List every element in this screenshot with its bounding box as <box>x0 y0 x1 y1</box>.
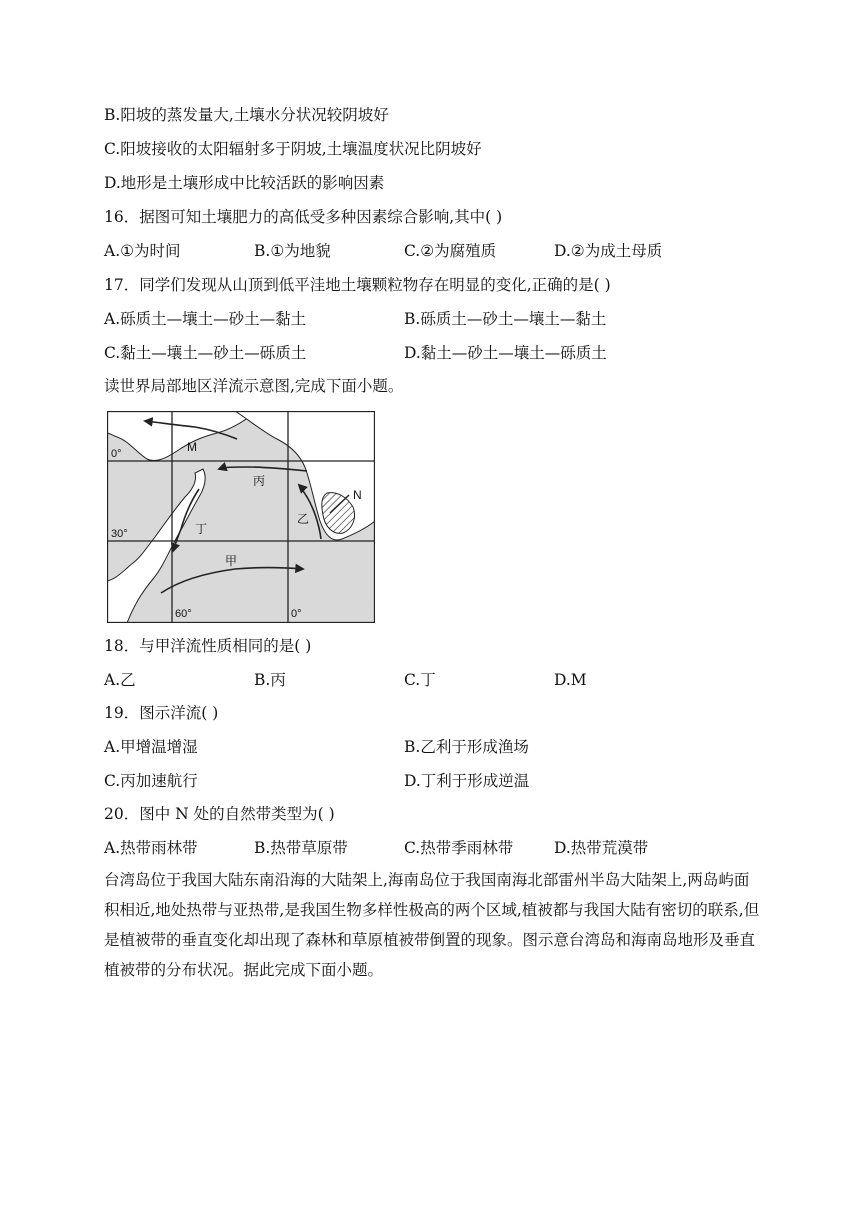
q17-option-b: B.砾质土—砂土—壤土—黏土 <box>404 310 607 328</box>
q20-option-b: B.热带草原带 <box>254 839 348 857</box>
q17-stem: 17．同学们发现从山顶到低平洼地土壤颗粒物存在明显的变化,正确的是( ) <box>104 276 611 294</box>
q18-option-d: D.M <box>554 671 587 689</box>
q19-option-c: C.丙加速航行 <box>104 772 198 790</box>
q16-option-b: B.①为地貌 <box>254 242 331 260</box>
label-m: M <box>187 440 197 454</box>
taiwan-hainan-intro <box>104 865 764 985</box>
map-intro: 读世界局部地区洋流示意图,完成下面小题。 <box>104 377 404 395</box>
q15-option-b: B.阳坡的蒸发量大,土壤水分状况较阴坡好 <box>104 106 389 124</box>
q16-option-d: D.②为成土母质 <box>554 242 663 260</box>
q18-option-a: A.乙 <box>104 671 136 689</box>
q16-stem: 16．据图可知土壤肥力的高低受多种因素综合影响,其中( ) <box>104 208 503 226</box>
q19-option-d: D.丁利于形成逆温 <box>404 772 530 790</box>
label-n: N <box>353 488 362 502</box>
q19-stem: 19．图示洋流( ) <box>104 704 219 722</box>
label-lon-0: 0° <box>291 608 302 620</box>
label-jia: 甲 <box>225 554 238 568</box>
label-ding: 丁 <box>195 522 208 536</box>
q15-option-c: C.阳坡接收的太阳辐射多于阴坡,土壤温度状况比阴坡好 <box>104 140 482 158</box>
q18-option-c: C.丁 <box>404 671 436 689</box>
q20-option-a: A.热带雨林带 <box>104 839 198 857</box>
q18-option-b: B.丙 <box>254 671 286 689</box>
q15-option-d: D.地形是土壤形成中比较活跃的影响因素 <box>104 174 385 192</box>
q17-option-c: C.黏土—壤土—砂土—砾质土 <box>104 344 307 362</box>
label-yi: 乙 <box>297 512 310 526</box>
label-lon-60: 60° <box>175 608 192 620</box>
q17-option-a: A.砾质土—壤土—砂土—黏土 <box>104 310 307 328</box>
q17-option-d: D.黏土—砂土—壤土—砾质土 <box>404 344 607 362</box>
q20-stem: 20．图中 N 处的自然带类型为( ) <box>104 805 335 823</box>
q19-option-b: B.乙利于形成渔场 <box>404 738 529 756</box>
ocean-current-map <box>107 411 375 623</box>
label-lat-30: 30° <box>111 528 128 540</box>
q19-option-a: A.甲增温增湿 <box>104 738 198 756</box>
q16-option-a: A.①为时间 <box>104 242 181 260</box>
q20-option-c: C.热带季雨林带 <box>404 839 514 857</box>
taiwan-hainan-intro-text: 台湾岛位于我国大陆东南沿海的大陆架上,海南岛位于我国南海北部雷州半岛大陆架上,两岛屿面积相近,地处热带与亚热带,是我国生物多样性极高的两个区域,植被都与我国大陆有密切的联系,但是植被带的垂直变化却出现了森林和草原植被带倒置的现象。图示意台湾岛和海南岛地形及垂直植被带的分布状况。据此完成下面小题。 <box>104 871 760 979</box>
q18-stem: 18．与甲洋流性质相同的是( ) <box>104 637 312 655</box>
label-bing: 丙 <box>253 474 266 488</box>
q16-option-c: C.②为腐殖质 <box>404 242 497 260</box>
q20-option-d: D.热带荒漠带 <box>554 839 649 857</box>
label-lat-0: 0° <box>111 448 122 460</box>
